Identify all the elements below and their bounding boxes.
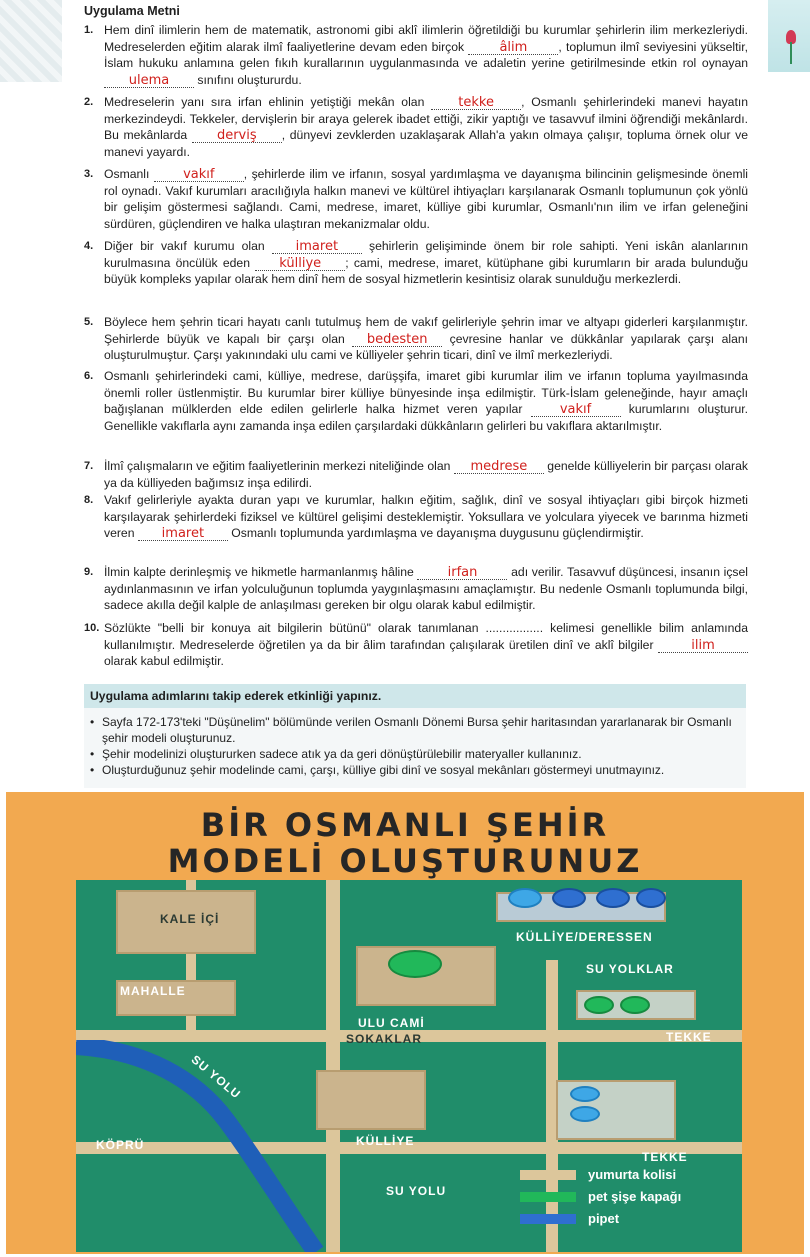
text-segment: adı verilir. Tasavvuf düşüncesi, insanın içsel aydınlanmasının ve irfan yolculuğunun toplumda yaygınlaşmasını amaçlamıştır. Bu nedenle Osmanlı toplumunda bilgi, sadece akılla değil kalple de anlaşılması gereken bir olgu olarak kabul edilmiştir. xyxy=(104,565,749,613)
tulip-stem xyxy=(790,42,792,64)
step-item: • Oluşturduğunuz şehir modelinde cami, çarşı, külliye gibi dinî ve sosyal mekânları göstermeyi unutmayınız. xyxy=(90,762,740,778)
text-segment: İlmin kalpte derinleşmiş ve hikmetle harmanlanmış hâline xyxy=(104,565,418,579)
kulliye-block-2 xyxy=(316,1070,426,1130)
legend-swatch-yumurta xyxy=(520,1170,576,1180)
label-kale: KALE İÇİ xyxy=(160,912,220,926)
answer-fill: külliye xyxy=(255,258,345,271)
text-segment: Medreselerin yanı sıra irfan ehlinin yetiştiği mekân olan xyxy=(104,95,432,109)
decorative-pattern xyxy=(0,0,62,82)
step-item: • Sayfa 172-173'teki "Düşünelim" bölümünde verilen Osmanlı Dönemi Bursa şehir haritasından yararlanarak bir Osmanlı şehir modeli oluşturunuz. xyxy=(90,714,740,746)
cap-light xyxy=(570,1106,600,1122)
practice-item xyxy=(84,94,748,160)
item-number: 6. xyxy=(84,370,94,382)
item-number: 1. xyxy=(84,24,94,36)
practice-item xyxy=(84,238,748,288)
cap-blue xyxy=(636,888,666,908)
legend-swatch-pet xyxy=(520,1192,576,1202)
legend-pet-sise-kapagi: pet şişe kapağı xyxy=(588,1189,682,1204)
item-text xyxy=(104,458,748,491)
item-number: 7. xyxy=(84,460,94,472)
text-segment: , toplumun ilmî seviyesini yükseltir, İslam hukuku anlamına gelen fıkıh kurallarının uygulanmasında ve adaletin yerine getirilmesinde etkin rol oynayan xyxy=(104,39,749,71)
label-kulliye: KÜLLİYE xyxy=(356,1134,415,1148)
label-su-yolklar: SU YOLKLAR xyxy=(586,962,674,976)
answer-fill: medrese xyxy=(454,461,544,474)
legend-swatch-pipet xyxy=(520,1214,576,1224)
item-number: 2. xyxy=(84,96,94,108)
item-text xyxy=(104,368,748,434)
decorative-tulip-image xyxy=(768,0,810,72)
answer-fill: derviş xyxy=(192,130,282,143)
step-item: • Şehir modelinizi oluştururken sadece atık ya da geri dönüştürülebilir materyaller kullanınız. xyxy=(90,746,740,762)
legend-pipet: pipet xyxy=(588,1211,620,1226)
answer-fill: bedesten xyxy=(352,334,442,347)
item-number: 3. xyxy=(84,168,94,180)
label-tekke-1: TEKKE xyxy=(666,1030,712,1044)
text-segment: Diğer bir vakıf kurumu olan xyxy=(104,239,272,253)
item-number: 10. xyxy=(84,622,100,634)
answer-fill: vakıf xyxy=(531,404,621,417)
answer-fill: tekke xyxy=(431,97,521,110)
practice-item xyxy=(84,22,748,88)
text-segment: Vakıf gelirleriyle ayakta duran yapı ve kurumlar, halkın eğitim, sağlık, dinî ve sosyal ihtiyaçları gibi birçok hizmeti karşılayarak şehirlerdeki fiziksel ve kültürel gelişimi desteklemiştir. Yoksullara ve yolculara yiyecek ve barınma hizmeti veren xyxy=(104,493,748,541)
model-board xyxy=(76,880,742,1252)
practice-title: Uygulama Metni xyxy=(84,4,180,18)
item-text xyxy=(104,94,748,160)
item-number: 4. xyxy=(84,240,94,252)
item-text xyxy=(104,620,748,670)
answer-fill: imaret xyxy=(272,241,362,254)
item-text xyxy=(104,166,748,232)
text-segment: çevresine hanlar ve dükkânlar yapılarak çarşı alanı oluşturulmuştur. Çarşı yakınındaki ulu cami ve külliyeler şehrin ticari, dinî ve ilmî merkezleriydi. xyxy=(104,331,749,363)
text-segment: , şehirlerde ilim ve irfanın, sosyal yardımlaşma ve dayanışma bilincinin gelişmesinde önemli rol oynadı. Vakıf kurumları aracılığıyla halkın manevi ve kültürel ihtiyaçları karşılanarak Osmanlı toplumunun çok yönlü bir gelişim göstermesi sağlandı. Cami, medrese, imaret, külliye gibi kurumlar, Osmanlı'nın ilim ve irfan geleneğini sürdüren, güçlendiren ve halka ulaştıran mekanizmalar oldu. xyxy=(104,167,749,231)
text-segment: şehirlerin gelişiminde önem bir role sahipti. Yeni iskân alanlarının kurulmasına öncülük eden xyxy=(104,239,748,270)
text-segment: Osmanlı xyxy=(104,167,154,181)
steps-heading: Uygulama adımlarını takip ederek etkinliği yapınız. xyxy=(84,684,746,708)
dome-cap xyxy=(388,950,442,978)
label-su-yolu-bottom: SU YOLU xyxy=(386,1184,447,1198)
answer-fill: ulema xyxy=(104,75,194,88)
steps-list xyxy=(84,708,746,778)
text-segment: Sözlükte "belli bir konuya ait bilgilerin bütünü" olarak tanımlanan ................. kelimesi genellikle bilim anlamında kullanılmıştır. Medreselerde öğretilen ya da bir âlim tarafından çalışılarak üretilen dinî ve aklî bilgiler xyxy=(104,621,748,652)
cap-light xyxy=(508,888,542,908)
text-segment: olarak kabul edilmiştir. xyxy=(104,654,224,669)
practice-item xyxy=(84,166,748,232)
label-ulu-cami: ULU CAMİ xyxy=(358,1016,425,1030)
text-segment: İlmî çalışmaların ve eğitim faaliyetlerinin merkezi niteliğinde olan xyxy=(104,459,454,473)
text-segment: , dünyevi zevklerden uzaklaşarak Allah'a yakın olmaya çalışır, topluma örnek olur ve manevi yayardı. xyxy=(104,128,748,159)
text-segment: Hem dinî ilimlerin hem de matematik, astronomi gibi aklî ilimlerin öğretildiği bu kurumlar şehirlerin ilim merkezleriydi. Medreselerden eğitim alarak ilmî faaliyetlerine devam eden birçok xyxy=(104,23,748,54)
practice-text xyxy=(84,0,749,669)
item-text xyxy=(104,564,748,614)
cap-light xyxy=(570,1086,600,1102)
answer-fill: âlim xyxy=(468,42,558,55)
answer-fill: vakıf xyxy=(154,169,244,182)
text-segment: , Osmanlı şehirlerindeki manevi hayatın merkezindeydi. Tekkeler, dervişlerin bir araya gelerek ibadet ettiği, zikir yaptığı ve tasavvuf ilmini öğrendiği mekânlardı. Bu mekânlarda xyxy=(104,95,748,143)
text-segment: Osmanlı toplumunda yardımlaşma ve dayanışma duygusunu güçlendirmiştir. xyxy=(227,526,644,541)
text-segment: Böylece hem şehrin ticari hayatı canlı tutulmuş hem de vakıf gelirleriyle şehrin imar ve altyapı giderleri karşılanmıştır. Şehirlerde büyük ve kapalı bir çarşı olan xyxy=(104,315,748,346)
text-segment: Osmanlı şehirlerindeki cami, külliye, medrese, darüşşifa, imaret gibi kurumlar ilim ve irfanın topluma yayılmasında önemli roller üstlenmiştir. Bu kurumlar birer külliye bünyesinde inşa edilmiştir. Türk-İslam geleneğinde, hayır amaçlı bağışlanan mülklerden elde edilen gelirlerle halka hizmet veren yapılar xyxy=(104,369,748,417)
item-number: 5. xyxy=(84,316,94,328)
cap-green xyxy=(584,996,614,1014)
item-number: 9. xyxy=(84,566,94,578)
practice-item xyxy=(84,368,748,434)
answer-fill: imaret xyxy=(138,528,228,541)
practice-item xyxy=(84,492,748,542)
answer-fill: irfan xyxy=(417,567,507,580)
practice-item xyxy=(84,458,748,491)
answer-fill: ilim xyxy=(658,640,748,653)
label-kulliye-deressen: KÜLLİYE/DERESSEN xyxy=(516,930,653,944)
cap-green xyxy=(620,996,650,1014)
model-title-line2: MODELİ OLUŞTURUNUZ xyxy=(167,842,643,880)
model-title-line1: BİR OSMANLI ŞEHİR xyxy=(200,806,610,844)
label-sokaklar: SOKAKLAR xyxy=(346,1032,422,1046)
text-segment: genelde külliyelerin bir parçası olarak ya da külliyeden bağımsız inşa edilirdi. xyxy=(104,459,748,490)
item-text xyxy=(104,492,748,542)
item-text xyxy=(104,314,748,364)
practice-item xyxy=(84,620,748,670)
item-number: 8. xyxy=(84,494,94,506)
cap-blue xyxy=(596,888,630,908)
steps-box xyxy=(84,684,746,788)
item-text xyxy=(104,238,748,288)
text-segment: ; cami, medrese, imaret, kütüphane gibi kurumların bir arada bulunduğu büyük kompleks yapılar olarak hem dinî hem de sosyal hizmetlerin kesintisiz olarak sunulduğu merkezlerdi. xyxy=(104,255,748,287)
practice-item xyxy=(84,314,748,364)
cap-blue xyxy=(552,888,586,908)
text-segment: sınıfını oluştururdu. xyxy=(194,72,302,87)
label-kopru: KÖPRÜ xyxy=(96,1138,145,1152)
item-text xyxy=(104,22,748,88)
label-tekke-2: TEKKE xyxy=(642,1150,688,1164)
practice-item xyxy=(84,564,748,614)
text-segment: kurumlarını oluşturur. Genellikle vakıflarla aynı zamanda inşa edilen çarşılardaki dükkânların gelirleri bu vakıflara aktarılmıştır. xyxy=(104,402,748,433)
label-su-yolu-river: SU YOLU xyxy=(188,1052,244,1102)
city-model-image xyxy=(6,792,804,1254)
label-mahalle: MAHALLE xyxy=(120,984,186,998)
legend-yumurta-kolisi: yumurta kolisi xyxy=(588,1167,677,1182)
